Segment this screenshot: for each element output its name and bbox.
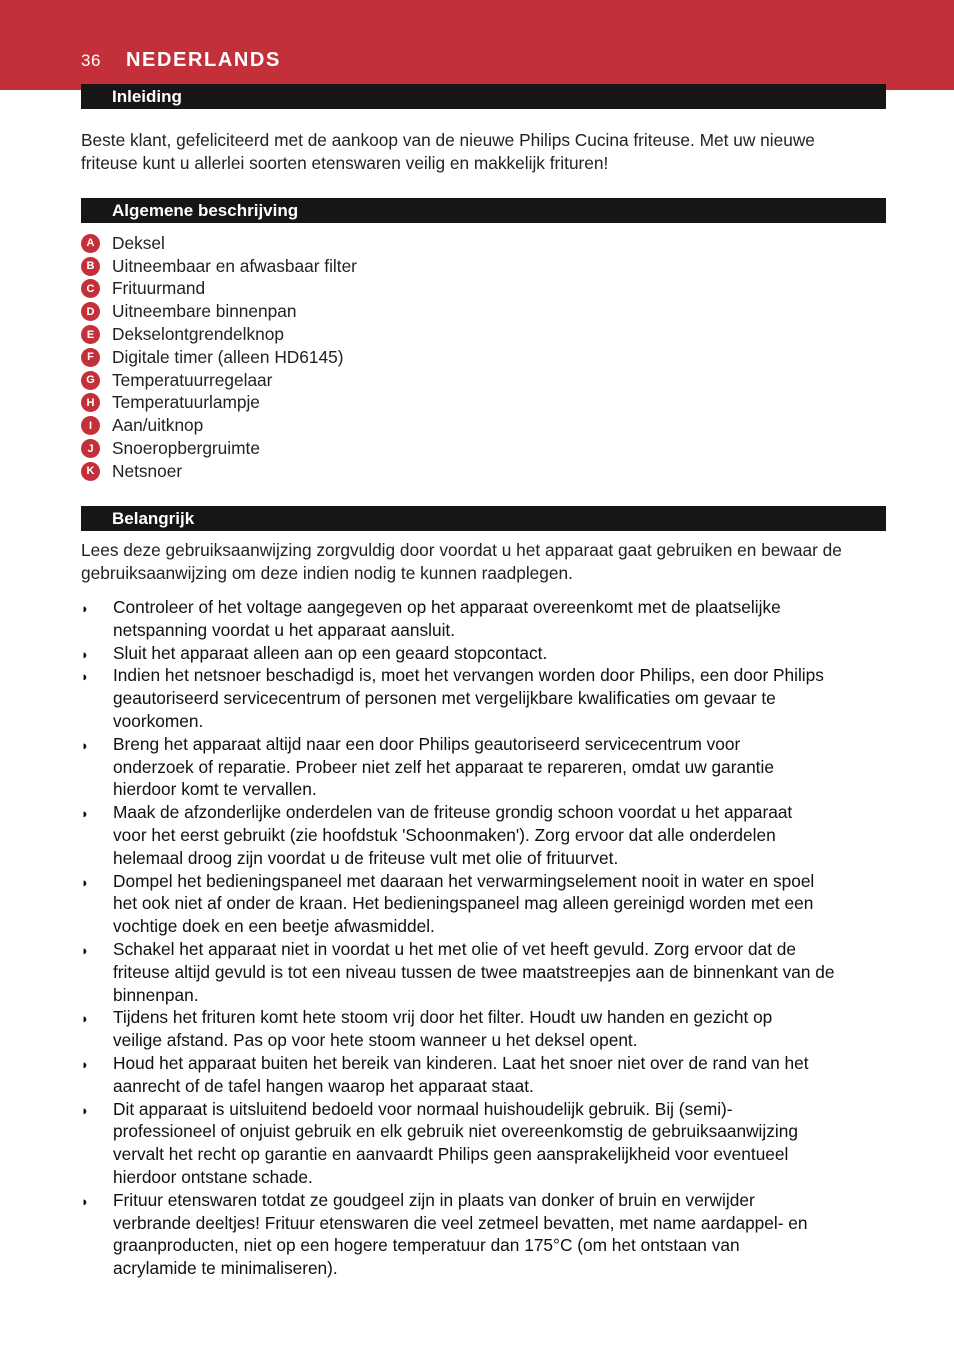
- part-letter-marker: C: [81, 279, 100, 298]
- safety-bullet: [81, 801, 891, 869]
- bullet-line: Frituur etenswaren totdat ze goudgeel zijn in plaats van donker of bruin en verwijder: [113, 1189, 755, 1210]
- part-item: [81, 323, 357, 346]
- safety-bullet: [81, 1006, 891, 1052]
- bullet-arrow-icon: ◗: [81, 1193, 89, 1209]
- bullet-line: Breng het apparaat altijd naar een door Philips geautoriseerd servicecentrum voor: [113, 733, 741, 754]
- bullet-line: het ook niet af onder de kraan. Het bedieningspaneel mag alleen gereinigd worden met een: [113, 893, 814, 914]
- safety-bullet: [81, 596, 891, 642]
- bullet-line: verbrande deeltjes! Frituur etenswaren die veel zetmeel bevatten, met name aardappel- en: [113, 1212, 808, 1233]
- bullet-line: veilige afstand. Pas op voor hete stoom wanneer u het deksel opent.: [113, 1030, 638, 1051]
- part-label: Deksel: [112, 232, 165, 253]
- bullet-line: geautoriseerd servicecentrum of personen met vergelijkbare kwalificaties om gevaar te: [113, 688, 776, 709]
- section-heading-important: Belangrijk: [81, 506, 886, 531]
- header-bar: [0, 0, 954, 90]
- intro-line: Beste klant, gefeliciteerd met de aankoop van de nieuwe Philips Cucina friteuse. Met uw nieuwe: [81, 130, 815, 150]
- part-item: [81, 232, 357, 255]
- bullet-arrow-icon: ◗: [81, 942, 89, 958]
- part-letter-marker: E: [81, 325, 100, 344]
- bullet-line: voor het eerst gebruikt (zie hoofdstuk 'Schoonmaken'). Zorg ervoor dat alle onderdelen: [113, 824, 776, 845]
- part-item: [81, 392, 357, 415]
- part-letter-marker: J: [81, 439, 100, 458]
- bullet-line: acrylamide te minimaliseren).: [113, 1258, 338, 1279]
- bullet-arrow-icon: ◗: [81, 1056, 89, 1072]
- part-label: Digitale timer (alleen HD6145): [112, 346, 344, 367]
- bullet-line: aanrecht of de tafel hangen waarop het apparaat staat.: [113, 1075, 534, 1096]
- language-title: NEDERLANDS: [126, 49, 281, 71]
- section-heading-intro: Inleiding: [81, 84, 886, 109]
- part-item: [81, 255, 357, 278]
- intro-line: friteuse kunt u allerlei soorten etenswaren veilig en makkelijk frituren!: [81, 153, 609, 173]
- bullet-line: vochtige doek en een beetje afwasmiddel.: [113, 916, 435, 937]
- part-item: [81, 369, 357, 392]
- part-label: Temperatuurlampje: [112, 392, 260, 413]
- safety-bullet: [81, 870, 891, 938]
- bullet-line: Houd het apparaat buiten het bereik van kinderen. Laat het snoer niet over de rand van het: [113, 1052, 809, 1073]
- bullet-line: onderzoek of reparatie. Probeer niet zelf het apparaat te repareren, omdat uw garantie: [113, 756, 774, 777]
- bullet-arrow-icon: ◗: [81, 737, 89, 753]
- bullet-line: Maak de afzonderlijke onderdelen van de friteuse grondig schoon voordat u het apparaat: [113, 802, 793, 823]
- bullet-line: Indien het netsnoer beschadigd is, moet het vervangen worden door Philips, een door Philips: [113, 665, 824, 686]
- part-letter-marker: B: [81, 257, 100, 276]
- safety-bullet: [81, 733, 891, 801]
- parts-list: [81, 232, 357, 483]
- part-item: [81, 278, 357, 301]
- bullet-line: hierdoor ontstane schade.: [113, 1166, 313, 1187]
- bullet-line: Dit apparaat is uitsluitend bedoeld voor normaal huishoudelijk gebruik. Bij (semi)-: [113, 1098, 733, 1119]
- important-intro-line: gebruiksaanwijzing om deze indien nodig te kunnen raadplegen.: [81, 563, 573, 583]
- part-letter-marker: K: [81, 462, 100, 481]
- bullet-arrow-icon: ◗: [81, 1102, 89, 1118]
- bullet-arrow-icon: ◗: [81, 806, 89, 822]
- bullet-line: friteuse altijd gevuld is tot een niveau tussen de twee maatstreepjes aan de binnenkant van de: [113, 961, 835, 982]
- important-intro-line: Lees deze gebruiksaanwijzing zorgvuldig door voordat u het apparaat gaat gebruiken en bewaar de: [81, 540, 842, 560]
- safety-bullet-list: [81, 596, 891, 1280]
- bullet-line: hierdoor komt te vervallen.: [113, 779, 317, 800]
- safety-bullet: [81, 1098, 891, 1189]
- important-intro: [81, 539, 886, 585]
- section-heading-description: Algemene beschrijving: [81, 198, 886, 223]
- part-label: Temperatuurregelaar: [112, 369, 273, 390]
- safety-bullet: [81, 664, 891, 732]
- part-item: [81, 346, 357, 369]
- part-item: [81, 414, 357, 437]
- part-label: Netsnoer: [112, 460, 183, 481]
- part-letter-marker: I: [81, 416, 100, 435]
- safety-bullet: [81, 1052, 891, 1098]
- part-label: Dekselontgrendelknop: [112, 324, 284, 345]
- bullet-line: graanproducten, niet op een hogere temperatuur dan 175°C (om het ontstaan van: [113, 1235, 740, 1256]
- part-label: Uitneembare binnenpan: [112, 301, 297, 322]
- bullet-line: Dompel het bedieningspaneel met daaraan het verwarmingselement nooit in water en spoel: [113, 870, 815, 891]
- intro-paragraph: [81, 129, 886, 175]
- part-letter-marker: D: [81, 302, 100, 321]
- part-letter-marker: G: [81, 371, 100, 390]
- part-label: Aan/uitknop: [112, 415, 204, 436]
- bullet-arrow-icon: ◗: [81, 874, 89, 890]
- bullet-line: professioneel of onjuist gebruik en elk gebruik niet overeenkomstig de gebruiksaanwijzing: [113, 1121, 798, 1142]
- bullet-line: Controleer of het voltage aangegeven op het apparaat overeenkomt met de plaatselijke: [113, 597, 781, 617]
- bullet-arrow-icon: ◗: [81, 646, 89, 662]
- bullet-line: Tijdens het frituren komt hete stoom vrij door het filter. Houdt uw handen en gezicht op: [113, 1007, 773, 1028]
- part-item: [81, 460, 357, 483]
- part-letter-marker: F: [81, 348, 100, 367]
- part-letter-marker: H: [81, 393, 100, 412]
- bullet-line: Schakel het apparaat niet in voordat u het met olie of vet heeft gevuld. Zorg ervoor dat de: [113, 938, 797, 959]
- safety-bullet: [81, 1189, 891, 1280]
- bullet-line: voorkomen.: [113, 710, 204, 731]
- bullet-line: Sluit het apparaat alleen aan op een geaard stopcontact.: [113, 642, 548, 663]
- page-number: 36: [81, 51, 101, 70]
- bullet-line: vervalt het recht op garantie en aanvaardt Philips geen aansprakelijkheid voor eventueel: [113, 1144, 789, 1165]
- part-label: Uitneembaar en afwasbaar filter: [112, 255, 357, 276]
- bullet-line: helemaal droog zijn voordat u de friteuse vult met olie of frituurvet.: [113, 847, 619, 868]
- part-item: [81, 437, 357, 460]
- bullet-arrow-icon: ◗: [81, 1011, 89, 1027]
- part-label: Snoeropbergruimte: [112, 438, 260, 459]
- bullet-arrow-icon: ◗: [81, 669, 89, 685]
- safety-bullet: [81, 642, 891, 665]
- part-item: [81, 300, 357, 323]
- bullet-arrow-icon: ◗: [81, 601, 89, 616]
- part-label: Frituurmand: [112, 278, 206, 299]
- bullet-line: netspanning voordat u het apparaat aansluit.: [113, 619, 456, 640]
- safety-bullet: [81, 938, 891, 1006]
- part-letter-marker: A: [81, 234, 100, 253]
- bullet-line: binnenpan.: [113, 984, 199, 1005]
